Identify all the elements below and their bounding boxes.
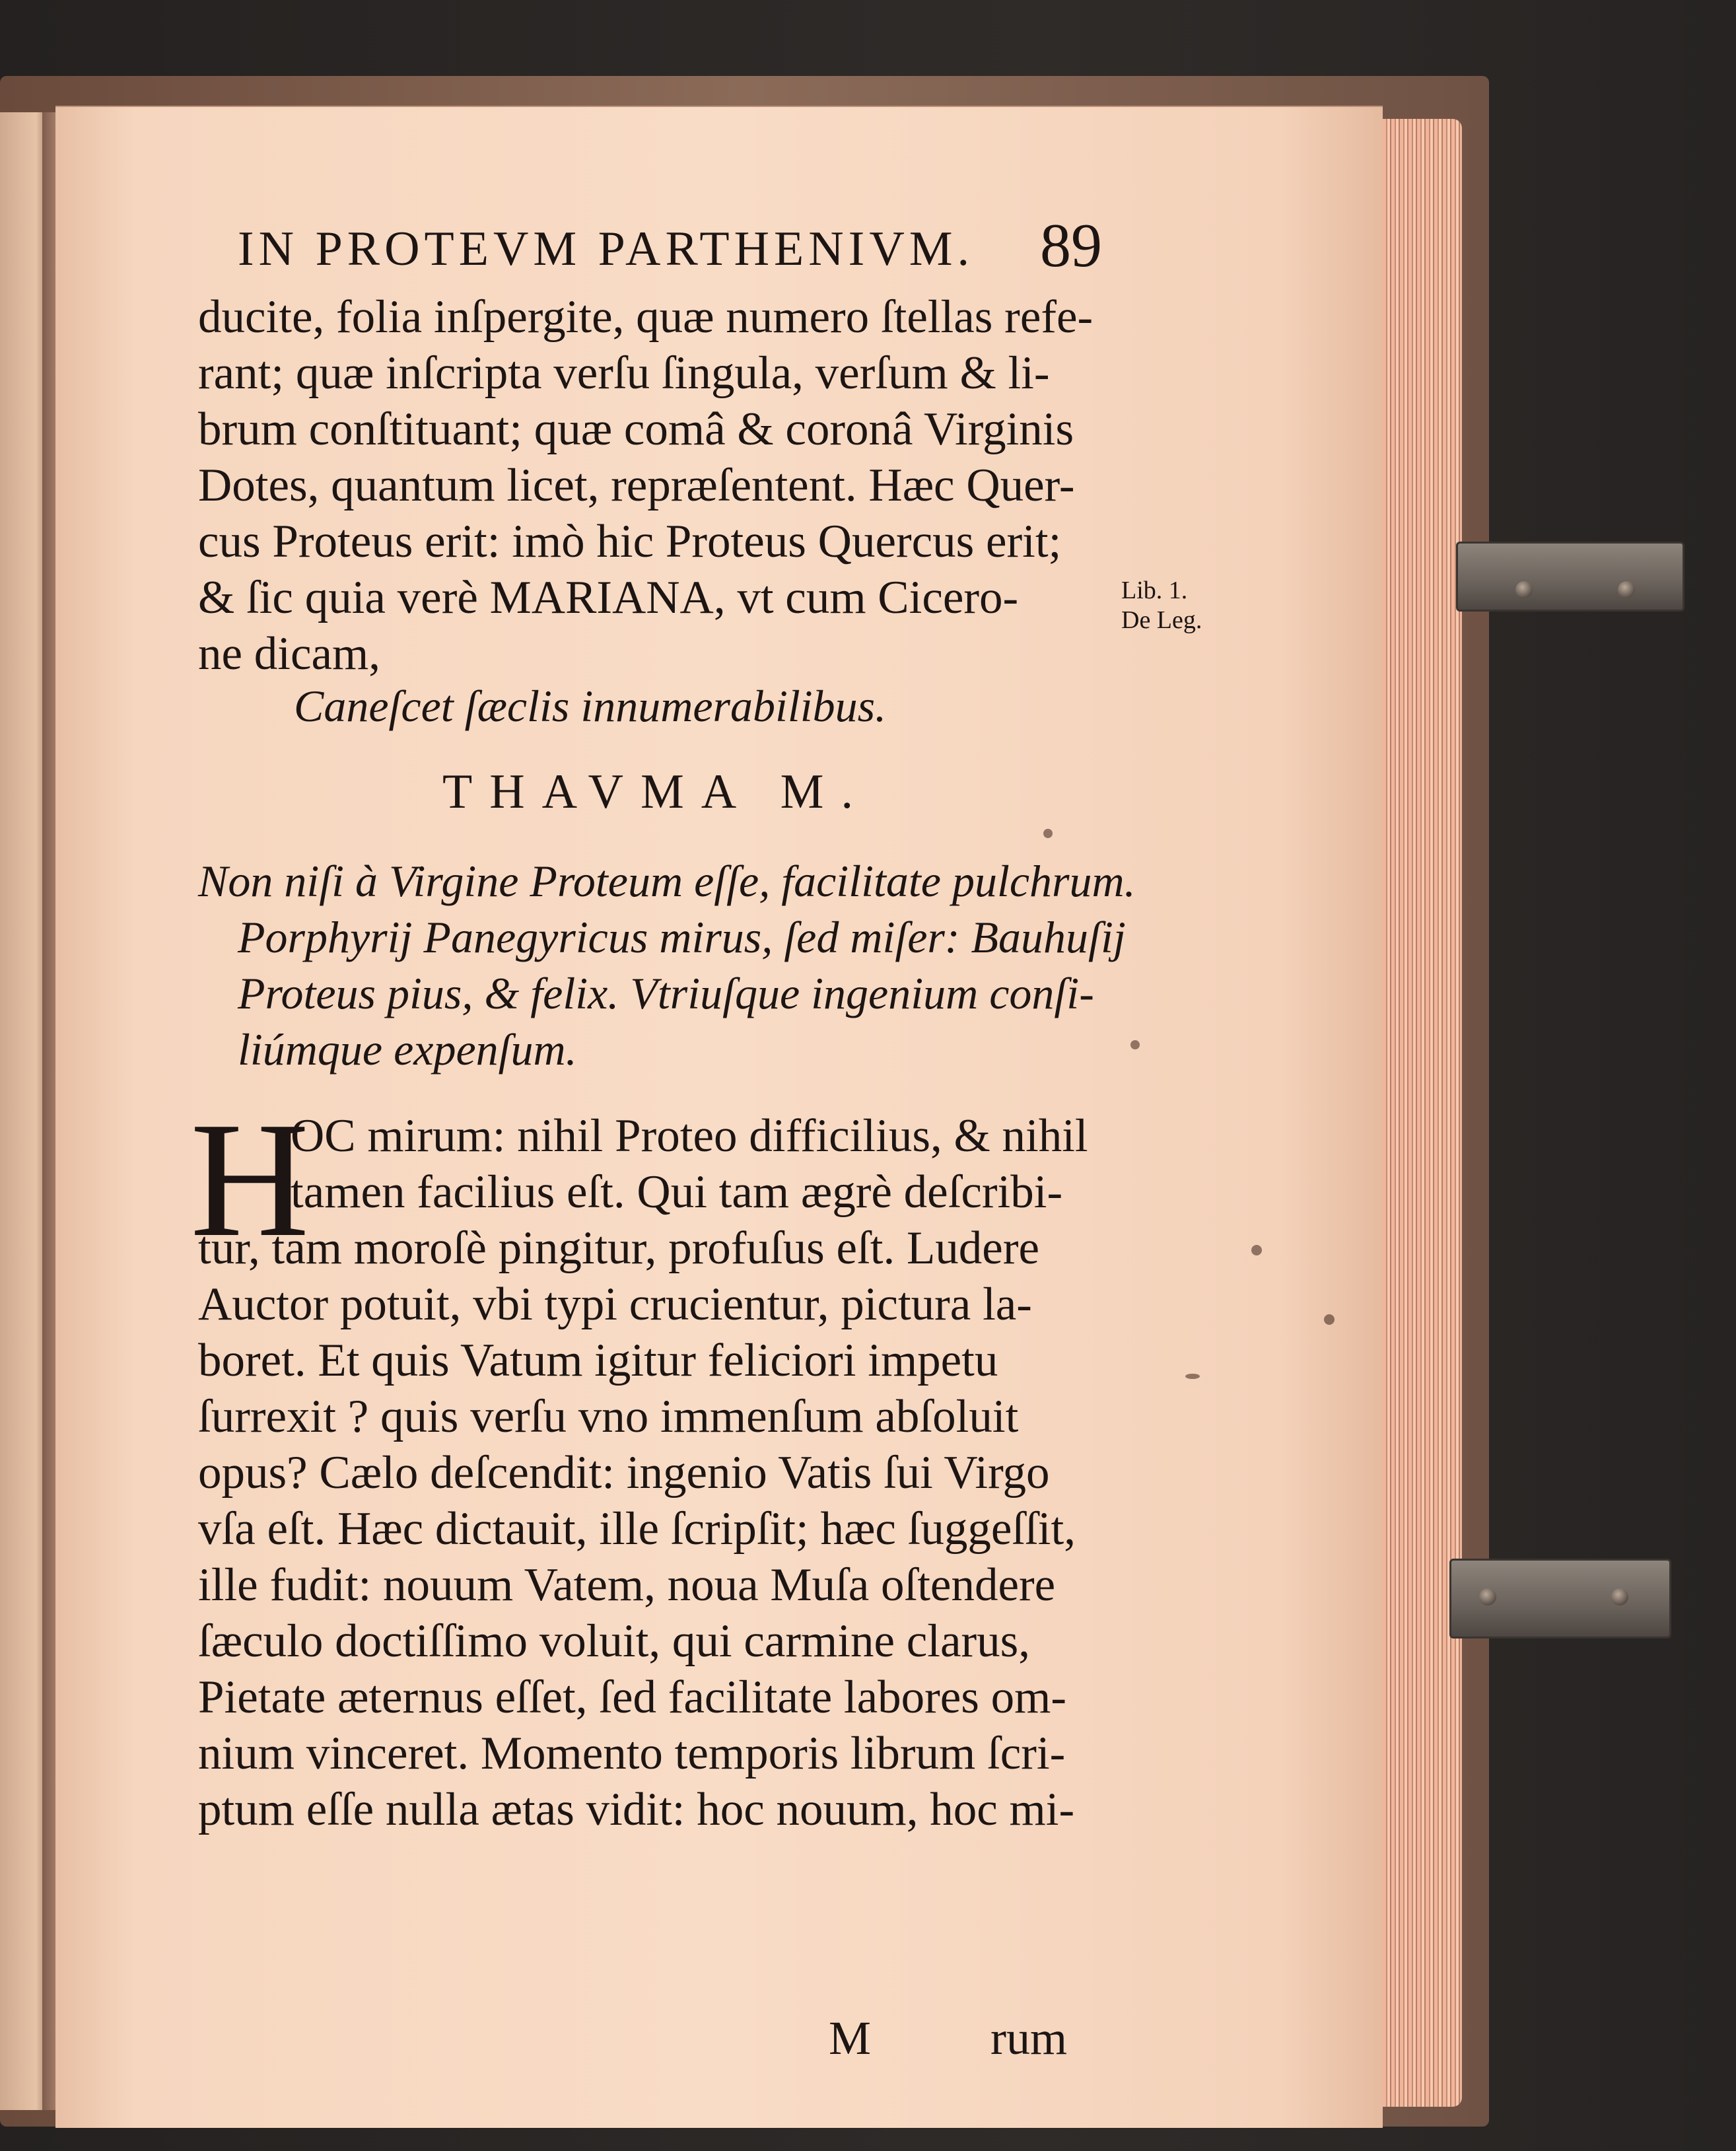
lower-clasp-rivet-right bbox=[1611, 1588, 1628, 1605]
paragraph2-line-5: boret. Et quis Vatum igitur feliciori impetu bbox=[198, 1335, 998, 1386]
upper-clasp-rivet-left bbox=[1515, 581, 1533, 598]
quotation: Caneſcet ſæclis innumerabilibus. bbox=[294, 681, 887, 731]
drop-cap: H bbox=[190, 1088, 310, 1271]
paragraph2-line-7: opus? Cælo deſcendit: ingenio Vatis ſui Virgo bbox=[198, 1447, 1050, 1499]
summary-line-3: Proteus pius, & felix. Vtriuſque ingenium conſi- bbox=[238, 968, 1094, 1018]
paragraph2-line-2: tamen facilius eſt. Qui tam ægrè deſcribi- bbox=[291, 1166, 1063, 1218]
upper-clasp-rivet-right bbox=[1618, 581, 1635, 598]
paper-mark bbox=[1043, 829, 1053, 838]
paragraph2-line-6: ſurrexit ? quis verſu vno immenſum abſoluit bbox=[198, 1391, 1019, 1442]
page-edges bbox=[1383, 119, 1462, 2107]
lower-clasp-rivet-left bbox=[1479, 1588, 1496, 1605]
paragraph2-line-4: Auctor potuit, vbi typi crucientur, pictura la- bbox=[198, 1279, 1032, 1330]
paper-mark bbox=[1251, 1245, 1262, 1255]
signature-mark: M bbox=[829, 2012, 872, 2064]
paragraph1-line-5: cus Proteus erit: imò hic Proteus Quercus erit; bbox=[198, 516, 1062, 567]
paragraph1-line-6: & ſic quia verè MARIANA, vt cum Cicero- bbox=[198, 572, 1019, 623]
paragraph2-line-11: Pietate æternus eſſet, ſed facilitate labores om- bbox=[198, 1672, 1066, 1723]
section-heading: THAVMA M. bbox=[442, 765, 870, 819]
marginal-note-line-2: De Leg. bbox=[1121, 606, 1202, 634]
summary-line-1: Non niſi à Virgine Proteum eſſe, facilitate pulchrum. bbox=[198, 856, 1136, 906]
paragraph2-line-3: tur, tam moroſè pingitur, profuſus eſt. Ludere bbox=[198, 1222, 1039, 1274]
paper-mark bbox=[1185, 1374, 1200, 1379]
paragraph1-line-2: rant; quæ inſcripta verſu ſingula, verſum & li- bbox=[198, 347, 1050, 399]
marginal-note-line-1: Lib. 1. bbox=[1121, 577, 1188, 604]
paragraph2-line-8: vſa eſt. Hæc dictauit, ille ſcripſit; hæc ſuggeſſit, bbox=[198, 1503, 1076, 1555]
paragraph1-line-7: ne dicam, bbox=[198, 628, 380, 680]
page-number: 89 bbox=[1040, 211, 1102, 280]
paragraph2-line-12: nium vinceret. Momento temporis librum ſcri- bbox=[198, 1728, 1066, 1779]
summary-line-4: liúmque expenſum. bbox=[238, 1024, 577, 1075]
paragraph1-line-1: ducite, folia inſpergite, quæ numero ſtellas refe- bbox=[198, 291, 1094, 343]
paper-mark bbox=[1130, 1040, 1140, 1049]
upper-clasp bbox=[1456, 542, 1684, 612]
catchword: rum bbox=[990, 2012, 1067, 2064]
paper-mark bbox=[1324, 1314, 1335, 1325]
paragraph2-line-10: ſæculo doctiſſimo voluit, qui carmine clarus, bbox=[198, 1615, 1031, 1667]
paragraph2-line-9: ille fudit: nouum Vatem, noua Muſa oſtendere bbox=[198, 1559, 1056, 1611]
paragraph1-line-4: Dotes, quantum licet, repræſentent. Hæc Quer- bbox=[198, 460, 1075, 511]
summary-line-2: Porphyrij Panegyricus mirus, ſed miſer: Bauhuſij bbox=[238, 912, 1126, 962]
paragraph2-line-1: OC mirum: nihil Proteo difficilius, & nihil bbox=[291, 1110, 1088, 1162]
paragraph1-line-3: brum conſtituant; quæ comâ & coronâ Virginis bbox=[198, 404, 1074, 455]
running-title: IN PROTEVM PARTHENIVM. bbox=[238, 222, 975, 276]
paragraph2-line-13: ptum eſſe nulla ætas vidit: hoc nouum, hoc mi- bbox=[198, 1784, 1075, 1835]
